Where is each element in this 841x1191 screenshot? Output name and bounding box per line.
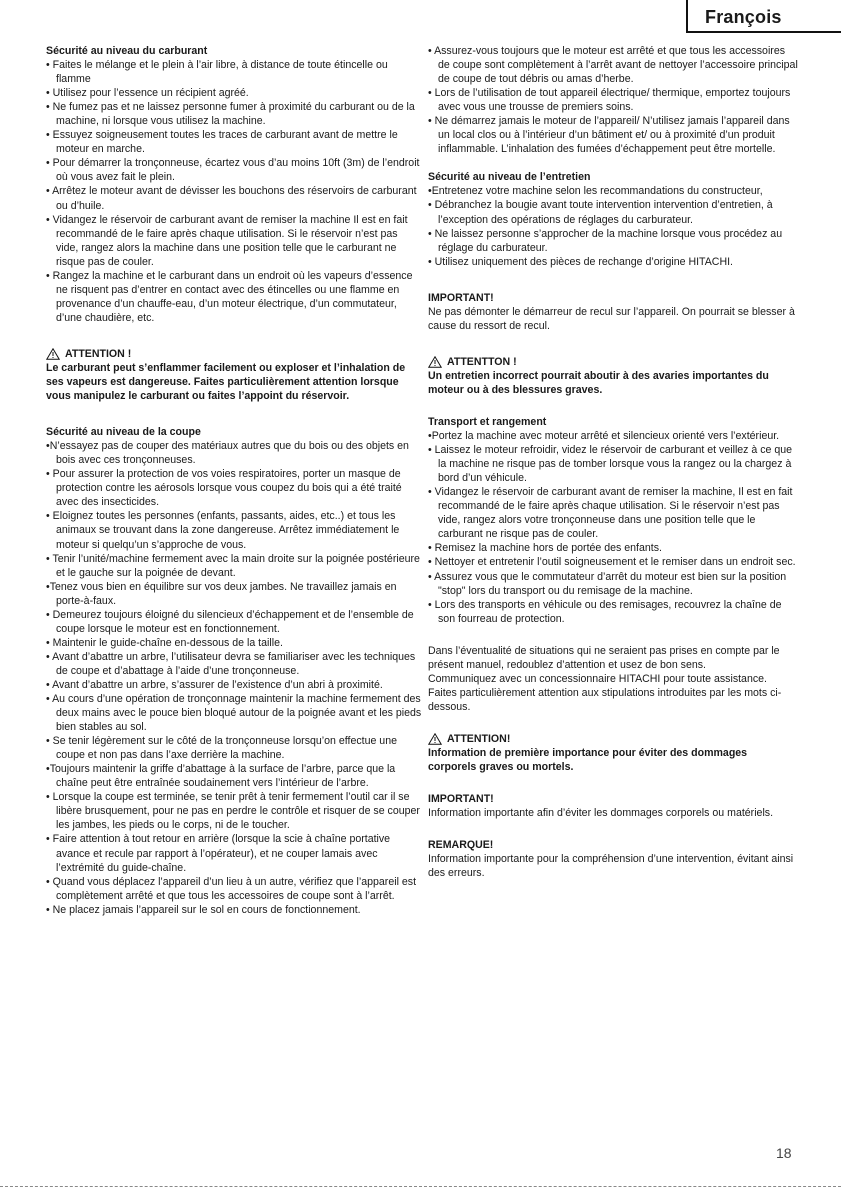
list-item: • Nettoyer et entretenir l’outil soigneusement et le remiser dans un endroit sec.: [428, 556, 796, 569]
list-item: • Lorsque la coupe est terminée, se tenir prêt à tenir fermement l’outil car il se libère brusquement, pour ne pas en perdre le contrôle et risquer de se couper les jambes, les pieds ou le corps, ni de le toucher.: [46, 791, 420, 832]
list-item: • Assurez vous que le commutateur d’arrêt du moteur est bien sur la position "stop" lors du transport ou du remisage de la machine.: [428, 570, 787, 597]
list-item: • Pour démarrer la tronçonneuse, écartez vous d’au moins 10ft (3m) de l’endroit où vous avez fait le plein.: [46, 157, 420, 184]
intro-safety-list: [428, 44, 798, 156]
list-item: • Laissez le moteur refroidir, videz le réservoir de carburant et veillez à ce que la machine ne risque pas de tomber lorsque vous la rangez ou la chargez à bord d’un véhicule.: [428, 444, 793, 485]
closing-paragraph: Dans l’éventualité de situations qui ne seraient pas prises en compte par le présent manuel, redoublez d’attention et usez de bon sens.: [428, 644, 780, 671]
list-item: • Avant d’abattre un arbre, s’assurer de l’existence d’un abri à proximité.: [46, 678, 383, 691]
list-item: • Avant d’abattre un arbre, l’utilisateur devra se familiariser avec les techniques de coupe et d’abattage à l’aide d’une tronçonneuse.: [46, 650, 416, 677]
warning-title-text: ATTENTION !: [65, 347, 132, 360]
fuel-safety-section: [46, 44, 422, 325]
list-item: • Au cours d’une opération de tronçonnage maintenir la machine fermement des deux mains avec le pouce bien bloqué autour de la poignée avant et les pieds bien stables au sol.: [46, 693, 422, 734]
right-column: [428, 44, 798, 894]
list-item: • Vidangez le réservoir de carburant avant de remiser la machine, Il est en fait recommandé de le faire après chaque utilisation. Si le réservoir n’est pas vide, rangez alors votre tronçonneuse dans une position telle que le carburant ne risque pas de couler.: [428, 486, 793, 541]
warning-triangle-icon: [428, 733, 442, 745]
list-item: • Utilisez pour l’essence un récipient agréé.: [46, 87, 249, 100]
important-definition: [428, 792, 798, 820]
important-recoil-note: [428, 291, 798, 333]
list-item: • Faire attention à tout retour en arrière (lorsque la scie à chaîne portative avance et recule par rapport à l’opérateur), et ne couper lamais avec l’extrémité du guide-chaîne.: [46, 833, 391, 874]
list-item: • Eloignez toutes les personnes (enfants, passants, aides, etc..) et tous les animaux se trouvant dans la zone dangereuse. Arrêtez immédiatement le moteur si quelqu’un s’approche de vous.: [46, 510, 400, 551]
list-item: • Ne démarrez jamais le moteur de l’appareil/ N’utilisez jamais l’appareil dans un local clos ou à l’intérieur d’un bâtiment et/ ou à proximité d’un produit inflammable. L’inhalation des fumées d’échappement peut être mortelle.: [428, 115, 790, 156]
warning-title: [428, 732, 798, 746]
warning-triangle-icon: [428, 356, 442, 368]
remarque-definition: [428, 838, 798, 880]
warning-title-text: ATTENTTON !: [447, 355, 517, 368]
closing-paragraph: Communiquez avec un concessionnaire HITACHI pour toute assistance.: [428, 672, 767, 685]
list-item: • Demeurez toujours éloigné du silencieux d’échappement et de l’ensemble de coupe lorsque le moteur est en fonctionnement.: [46, 608, 414, 635]
transport-section: [428, 415, 798, 626]
important-title: IMPORTANT!: [428, 793, 494, 806]
fuel-safety-title: Sécurité au niveau du carburant: [46, 45, 208, 57]
important-text: Information importante afin d’éviter les dommages corporels ou matériels.: [428, 807, 774, 820]
closing-paragraph: Faites particulièrement attention aux stipulations introduites par les mots ci-dessous.: [428, 686, 782, 713]
definition-warning-box: [428, 732, 798, 774]
header-divider-tick: [686, 0, 688, 33]
list-item: • Se tenir légèrement sur le côté de la tronçonneuse lorsqu’on effectue une coupe et non pas dans l’axe derrière la machine.: [46, 735, 397, 762]
list-item: • Utilisez uniquement des pièces de rechange d’origine HITACHI.: [428, 255, 733, 268]
list-item: • Lors des transports en véhicule ou des remisages, recouvrez la chaîne de son fourreau de protection.: [428, 598, 782, 625]
cutting-safety-title: Sécurité au niveau de la coupe: [46, 426, 201, 439]
warning-title-text: ATTENTION!: [447, 732, 511, 745]
list-item: • Ne laissez personne s’approcher de la machine lorsque vous procédez au réglage du carburateur.: [428, 227, 783, 254]
list-item: • Remisez la machine hors de portée des enfants.: [428, 542, 662, 555]
page-number: 18: [776, 1145, 792, 1161]
list-item: • Tenir l’unité/machine fermement avec la main droite sur la poignée postérieure et le gauche sur la poignée de devant.: [46, 552, 420, 579]
warning-title: [428, 355, 798, 369]
transport-title: Transport et rangement: [428, 415, 547, 428]
left-column: [46, 44, 422, 931]
list-item: • Faites le mélange et le plein à l’air libre, à distance de toute étincelle ou flamme: [46, 59, 388, 86]
warning-text: Le carburant peut s’enflammer facilement ou exploser et l’inhalation de ses vapeurs est dangereuse. Faites particulièrement attention lorsque vous manipulez le carburant ou faites l’appoint du réservoir.: [46, 361, 406, 403]
cutting-safety-section: [46, 425, 422, 917]
important-title: IMPORTANT!: [428, 291, 494, 304]
maintenance-warning-box: [428, 355, 798, 397]
remarque-title: REMARQUE!: [428, 839, 494, 852]
warning-text: Information de première importance pour éviter des dommages corporels graves ou mortels.: [428, 746, 748, 774]
remarque-text: Information importante pour la compréhension d’une intervention, évitant ainsi des erreurs.: [428, 853, 794, 880]
list-item: • Vidangez le réservoir de carburant avant de remiser la machine Il est en fait recommandé de le faire après chaque utilisation. Si le réservoir n’est pas vide, rangez alors la machine dans une position telle que le carburant ne risque pas de couler.: [46, 213, 408, 268]
closing-notes: [428, 644, 798, 714]
list-item: • Lors de l’utilisation de tout appareil électrique/ thermique, emportez toujours avec vous une trousse de premiers soins.: [428, 87, 791, 114]
list-item: • Pour assurer la protection de vos voies respiratoires, porter un masque de protection contre les aérosols lorsque vous coupez du bois qui a été traité avec des insecticides.: [46, 468, 402, 509]
bottom-border: [0, 1186, 841, 1188]
list-item: • Ne placez jamais l’appareil sur le sol en cours de fonctionnement.: [46, 903, 361, 916]
list-item: • Quand vous déplacez l’appareil d’un lieu à un autre, vérifiez que l’appareil est complètement arrêté et que tous les accessoires de coupe sont à l’arrêt.: [46, 875, 417, 902]
list-item: •Entretenez votre machine selon les recommandations du constructeur,: [428, 185, 763, 198]
list-item: •Tenez vous bien en équilibre sur vos deux jambes. Ne travaillez jamais en porte-à-faux.: [46, 580, 397, 607]
list-item: • Rangez la machine et le carburant dans un endroit où les vapeurs d’essence ne risquent pas d’entrer en contact avec des étincelles ou une flamme en provenance d’un chauffe-eau, d’un moteur électrique, d’un commutateur, d’une chaudière, etc.: [46, 269, 413, 324]
list-item: • Assurez-vous toujours que le moteur est arrêté et que tous les accessoires de coupe sont complètement à l’arrêt avant de nettoyer l’accessoire principal de coupe de tout débris ou amas d’herbe.: [428, 45, 798, 86]
maintenance-safety-section: [428, 170, 798, 268]
important-text: Ne pas démonter le démarreur de recul sur l’appareil. On pourrait se blesser à cause du ressort de recul.: [428, 305, 795, 332]
fuel-warning-box: [46, 347, 422, 403]
list-item: • Maintenir le guide-chaîne en-dessous de la taille.: [46, 636, 283, 649]
maintenance-safety-title: Sécurité au niveau de l’entretien: [428, 171, 591, 184]
warning-text: Un entretien incorrect pourrait aboutir à des avaries importantes du moteur ou à des blessures graves.: [428, 369, 769, 396]
list-item: • Arrêtez le moteur avant de dévisser les bouchons des réservoirs de carburant ou d’huile.: [46, 185, 417, 212]
list-item: • Ne fumez pas et ne laissez personne fumer à proximité du carburant ou de la machine, ni lorsque vous utilisez la machine.: [46, 101, 415, 128]
list-item: • Essuyez soigneusement toutes les traces de carburant avant de mettre le moteur en marche.: [46, 129, 398, 156]
list-item: • Débranchez la bougie avant toute intervention intervention d’entretien, à l’exception des opérations de réglages du carburateur.: [428, 199, 773, 226]
header-divider-line: [686, 31, 841, 33]
list-item: •Portez la machine avec moteur arrêté et silencieux orienté vers l’extérieur.: [428, 430, 780, 443]
list-item: •N’essayez pas de couper des matériaux autres que du bois ou des objets en bois avec ces tronçonneuses.: [46, 440, 409, 467]
list-item: •Toujours maintenir la griffe d’abattage à la surface de l’arbre, parce que la chaîne peut être entraînée soudainement vers l’intérieur de l’arbre.: [46, 763, 396, 790]
warning-triangle-icon: [46, 348, 60, 360]
language-header: François: [705, 7, 782, 27]
warning-title: [46, 347, 422, 361]
